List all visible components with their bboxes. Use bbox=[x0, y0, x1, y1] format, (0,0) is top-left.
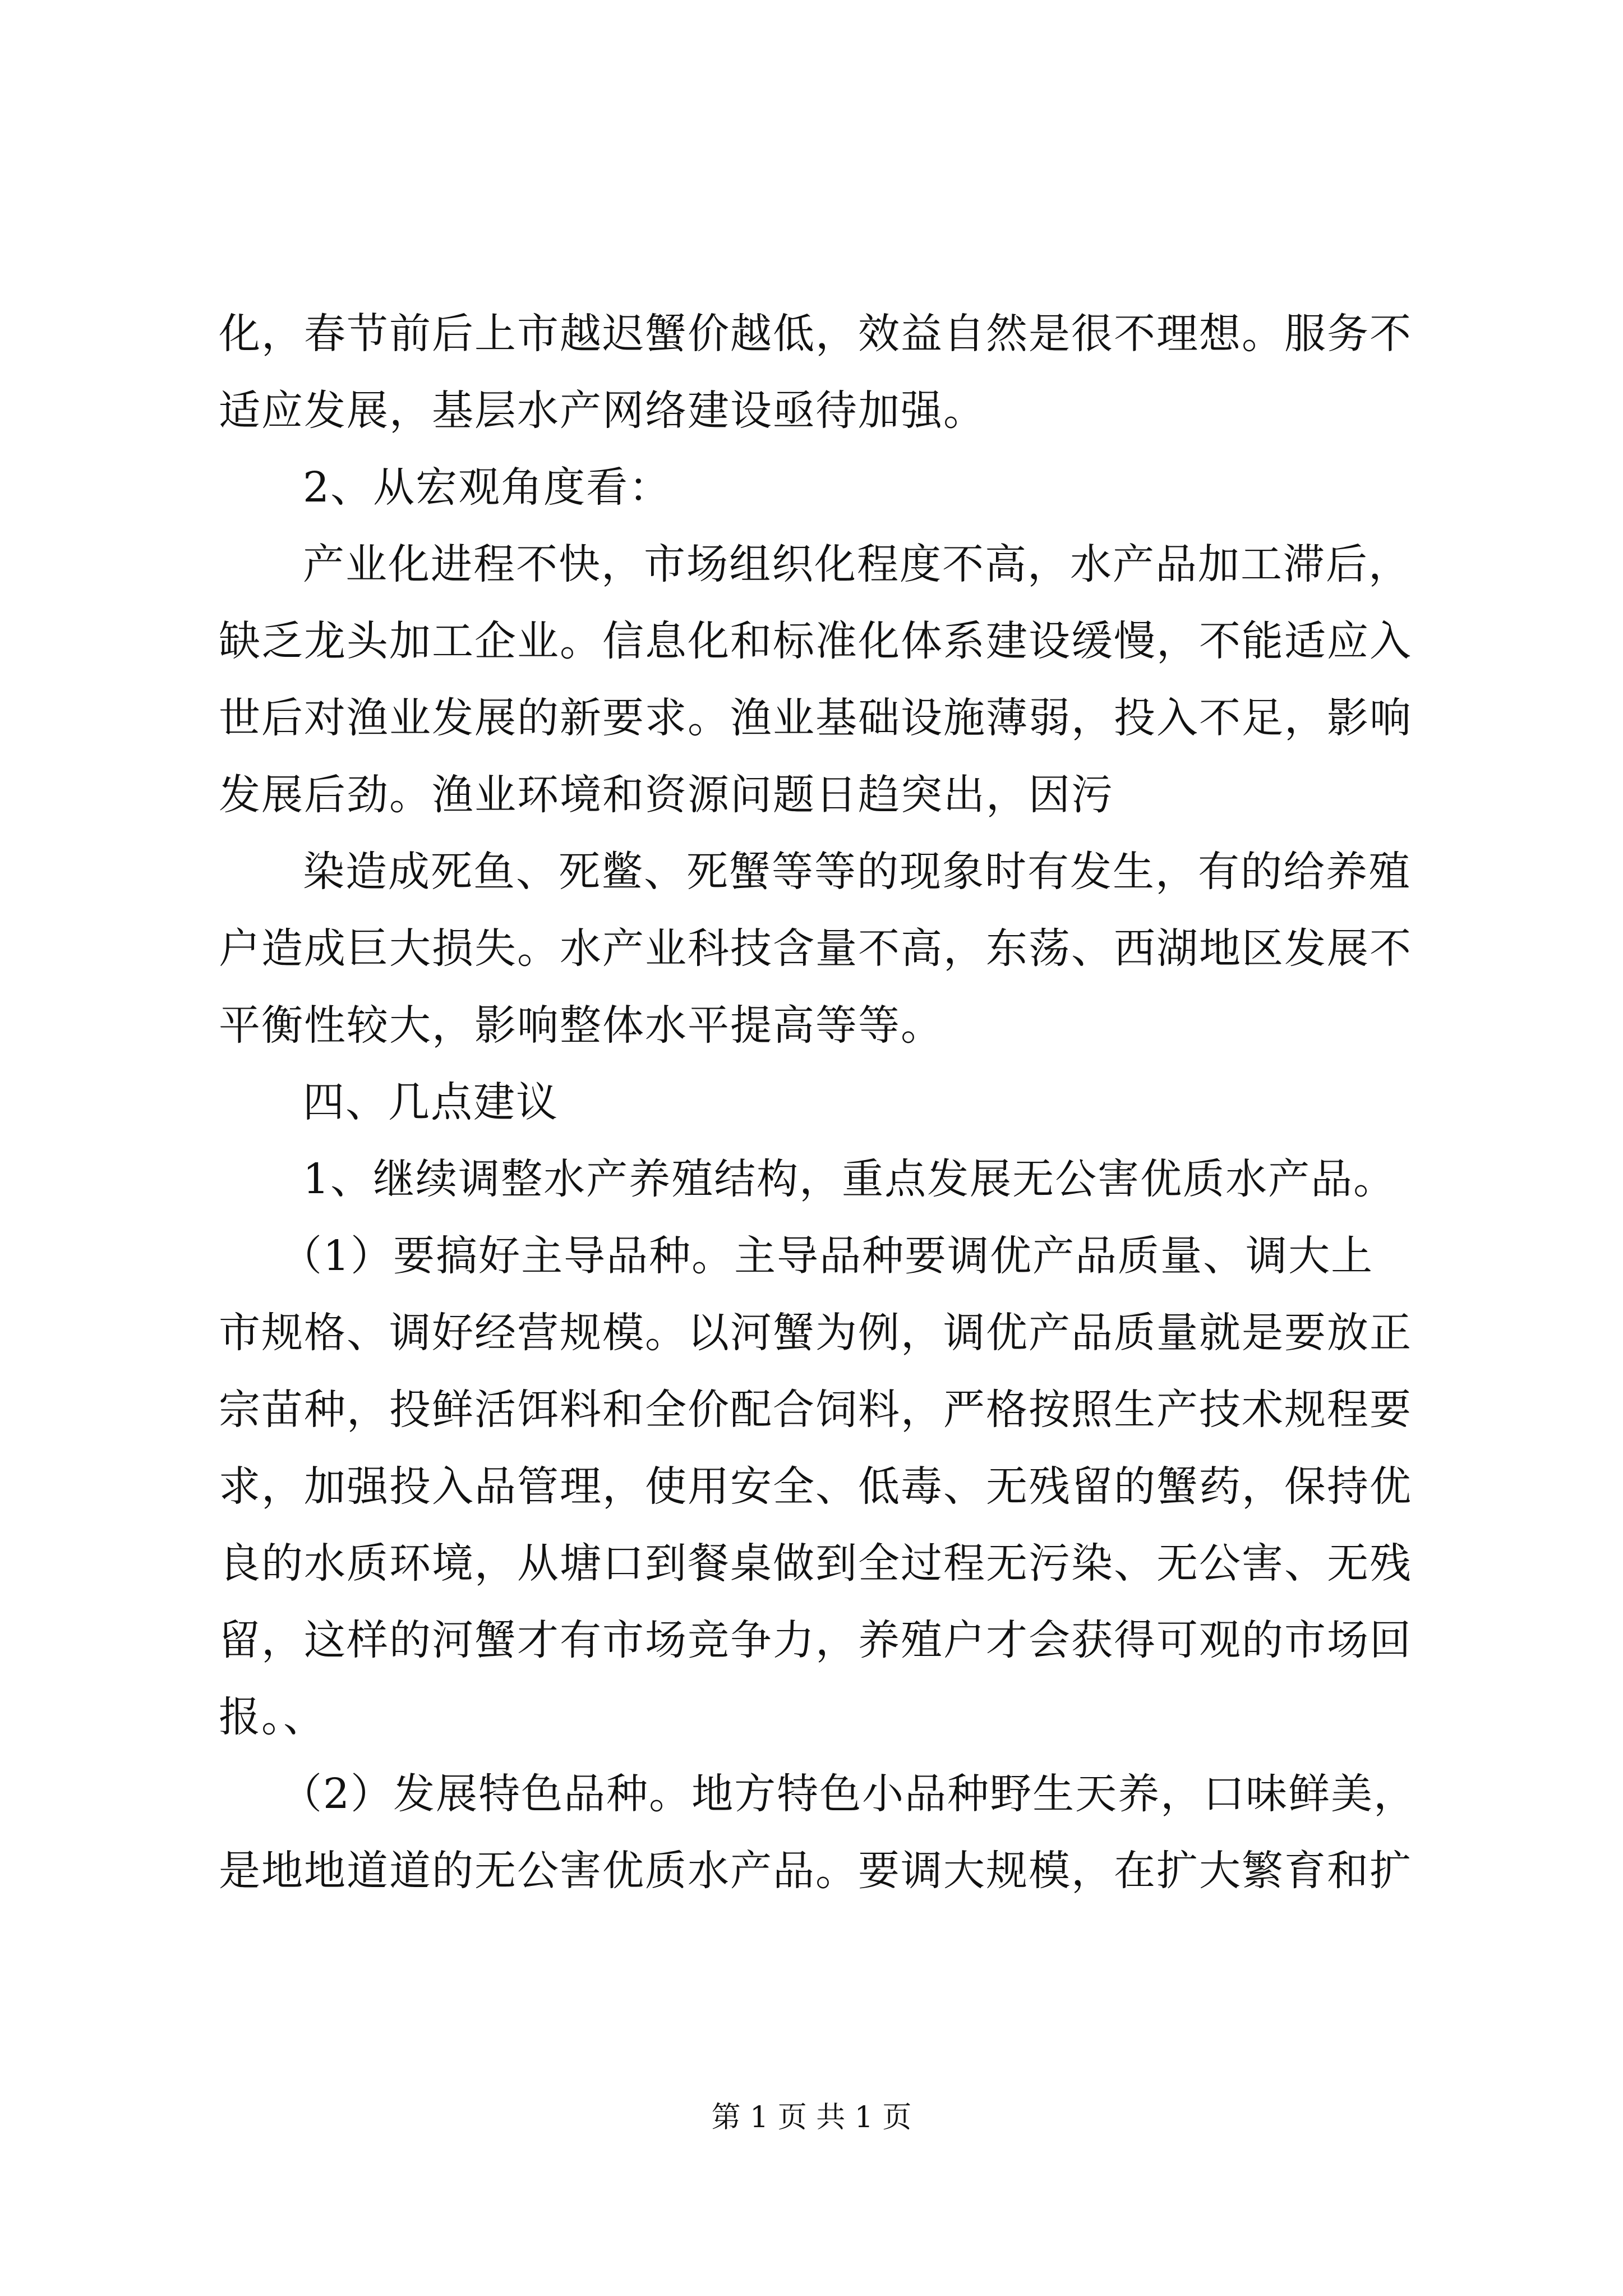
paragraph-line: （1）要搞好主导品种。主导品种要调优产品质量、调大上 bbox=[280, 1232, 1374, 1280]
paragraph-line: 良的水质环境，从塘口到餐桌做到全过程无污染、无公害、无残 bbox=[219, 1539, 1412, 1588]
paragraph-line: 染造成死鱼、死鳖、死蟹等等的现象时有发生，有的给养殖 bbox=[303, 848, 1411, 896]
paragraph-line: 产业化进程不快，市场组织化程度不高，水产品加工滞后， bbox=[303, 540, 1411, 588]
paragraph-line: 平衡性较大，影响整体水平提高等等。 bbox=[219, 1001, 943, 1050]
page-footer: 第 1 页 共 1 页 bbox=[711, 2101, 912, 2134]
paragraph-line: 留，这样的河蟹才有市场竞争力，养殖户才会获得可观的市场回 bbox=[219, 1616, 1412, 1664]
paragraph-line: 适应发展，基层水产网络建设亟待加强。 bbox=[219, 386, 986, 435]
paragraph-line: 市规格、调好经营规模。以河蟹为例，调优产品质量就是要放正 bbox=[219, 1309, 1412, 1357]
paragraph-line: 户造成巨大损失。水产业科技含量不高，东荡、西湖地区发展不 bbox=[219, 924, 1412, 973]
paragraph-line: 化，春节前后上市越迟蟹价越低，效益自然是很不理想。服务不 bbox=[219, 310, 1412, 358]
paragraph-line: 报。、 bbox=[219, 1693, 326, 1741]
paragraph-line: 世后对渔业发展的新要求。渔业基础设施薄弱，投入不足，影响 bbox=[219, 694, 1412, 742]
paragraph-line: 宗苗种，投鲜活饵料和全价配合饲料，严格按照生产技术规程要 bbox=[219, 1386, 1412, 1434]
paragraph-line: 缺乏龙头加工企业。信息化和标准化体系建设缓慢，不能适应入 bbox=[219, 617, 1412, 665]
paragraph-line: 求，加强投入品管理，使用安全、低毒、无残留的蟹药，保持优 bbox=[219, 1462, 1412, 1511]
subsection-heading: 1、继续调整水产养殖结构，重点发展无公害优质水产品。 bbox=[303, 1155, 1396, 1203]
section-heading: 四、几点建议 bbox=[303, 1078, 559, 1126]
paragraph-line: （2）发展特色品种。地方特色小品种野生天养，口味鲜美， bbox=[280, 1770, 1417, 1818]
section-heading: 2、从宏观角度看： bbox=[303, 463, 672, 512]
paragraph-line: 发展后劲。渔业环境和资源问题日趋突出，因污 bbox=[219, 771, 1114, 819]
paragraph-line: 是地地道道的无公害优质水产品。要调大规模，在扩大繁育和扩 bbox=[219, 1847, 1412, 1895]
